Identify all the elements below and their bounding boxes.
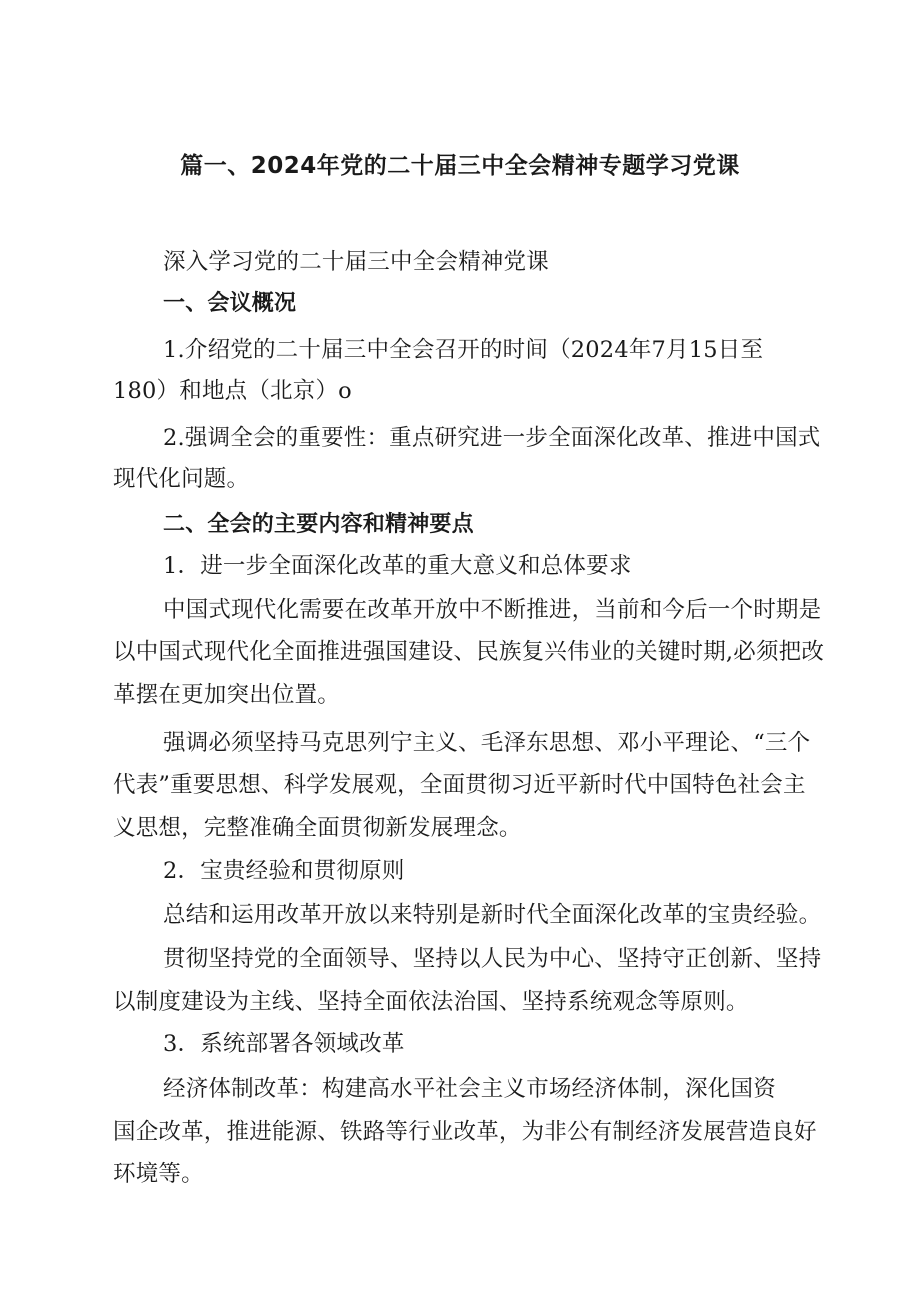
paragraph-line: 总结和运用改革开放以来特别是新时代全面深化改革的宝贵经验。: [163, 902, 822, 928]
paragraph-line: 中国式现代化需要在改革开放中不断推进，当前和今后一个时期是: [163, 597, 822, 623]
paragraph-line: 国企改革，推进能源、铁路等行业改革，为非公有制经济发展营造良好: [113, 1119, 817, 1145]
paragraph-line: 以中国式现代化全面推进强国建设、民族复兴伟业的关键时期,必须把改: [113, 639, 825, 665]
paragraph-line: 义思想，完整准确全面贯彻新发展理念。: [113, 815, 522, 841]
section-heading-2: 二、全会的主要内容和精神要点: [163, 512, 474, 537]
paragraph-line: 代表”重要思想、科学发展观，全面贯彻习近平新时代中国特色社会主: [113, 772, 806, 798]
subsection-heading: 3．系统部署各领域改革: [163, 1031, 405, 1057]
paragraph-line: 现代化问题。: [113, 466, 250, 492]
paragraph-line: 2.强调全会的重要性：重点研究进一步全面深化改革、推进中国式: [163, 425, 821, 451]
paragraph-line: 以制度建设为主线、坚持全面依法治国、坚持系统观念等原则。: [113, 989, 749, 1015]
paragraph-line: 环境等。: [113, 1161, 204, 1187]
paragraph-line: 贯彻坚持党的全面领导、坚持以人民为中心、坚持守正创新、坚持: [163, 946, 822, 972]
subsection-heading: 2．宝贵经验和贯彻原则: [163, 858, 405, 884]
subtitle-line: 深入学习党的二十届三中全会精神党课: [163, 249, 549, 275]
section-heading-1: 一、会议概况: [163, 291, 297, 316]
paragraph-line: 180）和地点（北京）o: [113, 378, 352, 404]
paragraph-line: 强调必须坚持马克思列宁主义、毛泽东思想、邓小平理论、“三个: [163, 730, 811, 756]
document-title: 篇一、2024年党的二十届三中全会精神专题学习党课: [180, 153, 740, 179]
subsection-heading: 1．进一步全面深化改革的重大意义和总体要求: [163, 553, 632, 579]
paragraph-line: 革摆在更加突出位置。: [113, 682, 341, 708]
paragraph-line: 经济体制改革：构建高水平社会主义市场经济体制，深化国资: [163, 1076, 776, 1102]
paragraph-line: 1.介绍党的二十届三中全会召开的时间（2024年7月15日至: [163, 337, 764, 363]
